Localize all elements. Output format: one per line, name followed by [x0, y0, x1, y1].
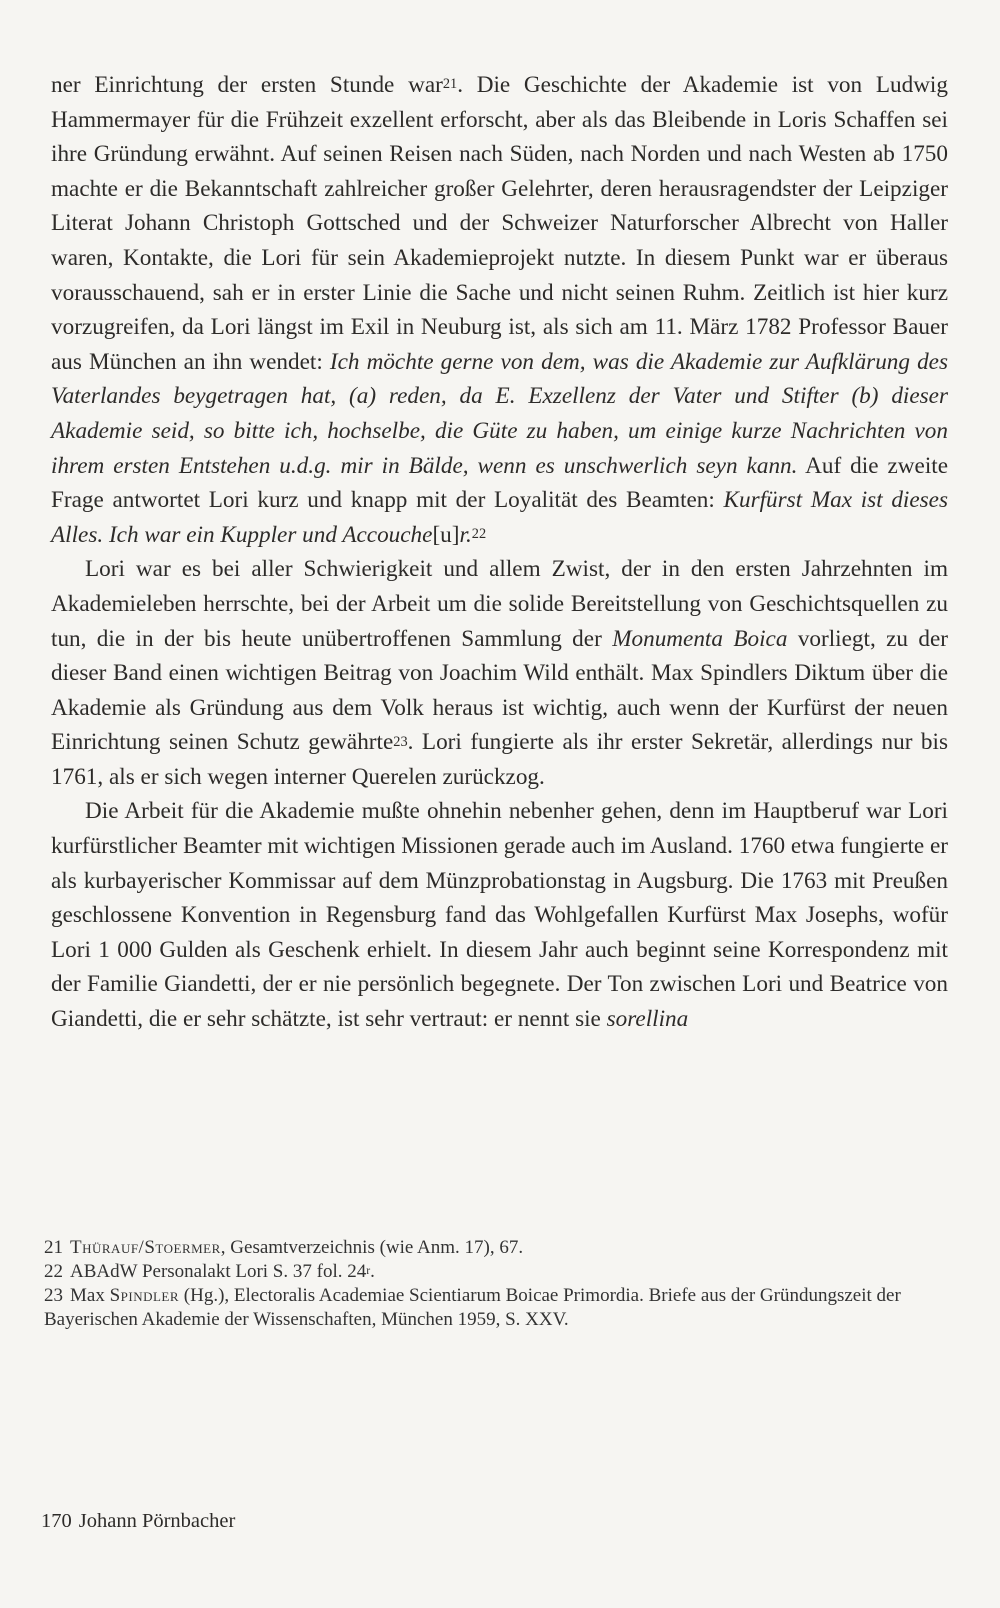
- footnote-number: 23: [44, 1285, 63, 1306]
- italic-text: Monumenta Boica: [612, 625, 788, 652]
- text-run: ner Einrichtung der ersten Stunde war: [51, 72, 443, 98]
- text-run: Spindler: [109, 1285, 180, 1306]
- main-text: [51, 68, 948, 1037]
- running-author: Johann Pörnbacher: [78, 1510, 236, 1532]
- footnote-number: 22: [44, 1261, 63, 1282]
- footnote-ref: 23: [393, 733, 408, 750]
- footnote-text: [44, 1285, 901, 1330]
- footnote-ref: 22: [471, 526, 487, 543]
- paragraph: [51, 552, 948, 794]
- text-run: . Die Geschichte der Akademie ist von Ludwig Hammermayer für die Frühzeit exzellent erforscht, aber als das Bleibende in Loris Schaffen sei ihre Gründung erwähnt. Auf seinen Reisen nach Süden, nach Norden und nach Westen ab 1750 machte er die Bekanntschaft zahlreicher großer Gelehrter, deren herausragendster der Leipziger Literat Johann Christoph Gottsched und der Schweizer Naturforscher Albrecht von Haller waren, Kontakte, die Lori für sein Akademieprojekt nutzte. In diesem Punkt war er überaus vorausschauend, sah er in erster Linie die Sache und nicht seinen Ruhm. Zeitlich ist hier kurz vorzugreifen, da Lori längst im Exil in Neuburg ist, als sich am 11. März 1782 Professor Bauer aus München an ihn wendet:: [51, 72, 948, 375]
- footnote: [44, 1236, 948, 1260]
- italic-text: Kurfürst Max ist dieses Alles. Ich war ein Kuppler und Accouche: [51, 487, 948, 548]
- page-footer: [41, 1510, 242, 1533]
- footnote-text: [70, 1237, 523, 1258]
- text-run: , Gesamtverzeichnis (wie Anm. 17), 67.: [220, 1237, 524, 1258]
- text-run: Lori war es bei aller Schwierigkeit und allem Zwist, der in den ersten Jahrzehnten im Akademieleben herrschte, bei der Arbeit um die solide Bereitstellung von Geschichtsquellen zu tun, die in der bis heute unübertroffenen Sammlung der: [51, 556, 948, 652]
- footnote-ref: 21: [442, 76, 458, 93]
- footnote-text: [70, 1261, 375, 1282]
- page-number: 170: [41, 1510, 72, 1532]
- text-run: Die Arbeit für die Akademie mußte ohnehin nebenher gehen, denn im Hauptberuf war Lori kurfürstlicher Beamter mit wichtigen Missionen gerade auch im Ausland. 1760 etwa fungierte er als kurbayerischer Kommissar auf dem Münzprobationstag in Augsburg. Die 1763 mit Preußen geschlossene Konvention in Regensburg fand das Wohlgefallen Kurfürst Max Josephs, wofür Lori 1 000 Gulden als Geschenk erhielt. In diesem Jahr auch beginnt seine Korrespondenz mit der Familie Giandetti, der er nie persönlich begegnete. Der Ton zwischen Lori und Beatrice von Giandetti, die er sehr schätzte, ist sehr vertraut: er nennt sie: [51, 798, 948, 1033]
- footnote-number: 21: [44, 1237, 63, 1258]
- text-run: ABAdW Personalakt Lori S. 37 fol. 24: [70, 1261, 367, 1282]
- paragraph: [51, 794, 948, 1036]
- text-run: [u]: [432, 521, 460, 548]
- text-run: .: [370, 1261, 375, 1282]
- italic-text: sorellina: [606, 1006, 689, 1033]
- paragraph: [51, 68, 948, 552]
- text-run: Auf die zweite Frage antwortet Lori kurz und knapp mit der Loyalität des Beamten:: [51, 452, 948, 514]
- text-run: . Lori fungierte als ihr erster Sekretär, allerdings nur bis 1761, als er sich wegen interner Querelen zurückzog.: [51, 729, 948, 790]
- italic-text: r.: [459, 521, 472, 548]
- footnote: [44, 1284, 948, 1332]
- footnote: [44, 1260, 948, 1284]
- text-run: (Hg.), Electoralis Academiae Scientiarum Boicae Primordia. Briefe aus der Gründungszeit der Bayerischen Akademie der Wissenschaften, München 1959, S. XXV.: [44, 1285, 901, 1330]
- text-run: Max: [70, 1285, 110, 1306]
- italic-text: Ich möchte gerne von dem, was die Akademie zur Aufklärung des Vaterlandes beygetragen hat, (a) reden, da E. Exzellenz der Vater und Stifter (b) dieser Akademie seid, so bitte ich, hochselbe, die Güte zu haben, um einige kurze Nachrichten von ihrem ersten Entstehen u.d.g. mir in Bälde, wenn es unschwerlich seyn kann.: [51, 348, 948, 479]
- text-run: vorliegt, zu der dieser Band einen wichtigen Beitrag von Joachim Wild enthält. Max Spindlers Diktum über die Akademie als Gründung aus dem Volk heraus ist wichtig, auch wenn der Kurfürst der neuen Einrichtung seinen Schutz gewährte: [51, 625, 949, 756]
- footnote-ref: r: [366, 1264, 371, 1278]
- footnotes: [44, 1236, 948, 1332]
- text-run: Thürauf/Stoermer: [70, 1237, 221, 1258]
